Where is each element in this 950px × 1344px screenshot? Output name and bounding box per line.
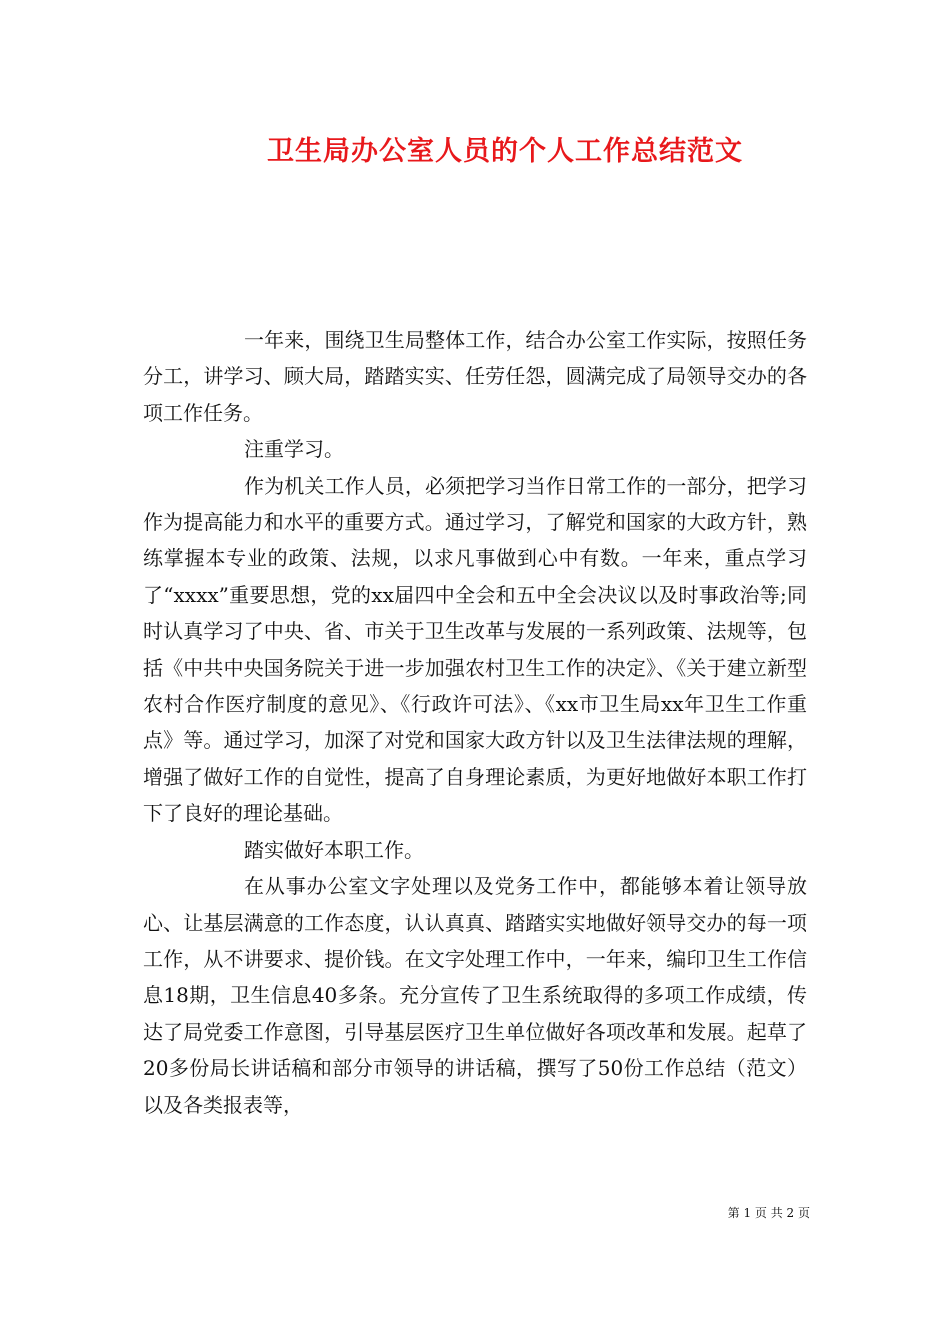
page-number-footer: 第 1 页 共 2 页 [727,1206,810,1220]
document-body [143,322,807,1123]
section-heading-study: 注重学习。 [244,437,344,462]
document-title: 卫生局办公室人员的个人工作总结范文 [267,136,743,167]
paragraph-intro: 一年来，围绕卫生局整体工作，结合办公室工作实际，按照任务分工，讲学习、顾大局，踏踏实实、任劳任怨，圆满完成了局领导交办的各项工作任务。 [143,328,807,425]
paragraph-study: 作为机关工作人员，必须把学习当作日常工作的一部分，把学习作为提高能力和水平的重要方式。通过学习，了解党和国家的大政方针，熟练掌握本专业的政策、法规，以求凡事做到心中有数。一年来，重点学习了“xxxx”重要思想，党的xx届四中全会和五中全会决议以及时事政治等;同时认真学习了中央、省、市关于卫生改革与发展的一系列政策、法规等，包括《中共中央国务院关于进一步加强农村卫生工作的决定》、《关于建立新型农村合作医疗制度的意见》、《行政许可法》、《xx市卫生局xx年卫生工作重点》等。通过学习，加深了对党和国家大政方针以及卫生法律法规的理解，增强了做好工作的自觉性，提高了自身理论素质，为更好地做好本职工作打下了良好的理论基础。 [143,473,807,826]
section-heading-duty: 踏实做好本职工作。 [244,837,424,862]
paragraph-duty: 在从事办公室文字处理以及党务工作中，都能够本着让领导放心、让基层满意的工作态度，认认真真、踏踏实实地做好领导交办的每一项工作，从不讲要求、提价钱。在文字处理工作中，一年来，编印卫生工作信息18期，卫生信息40多条。充分宣传了卫生系统取得的多项工作成绩，传达了局党委工作意图，引导基层医疗卫生单位做好各项改革和发展。起草了20多份局长讲话稿和部分市领导的讲话稿，撰写了50份工作总结（范文）以及各类报表等， [143,874,807,1117]
